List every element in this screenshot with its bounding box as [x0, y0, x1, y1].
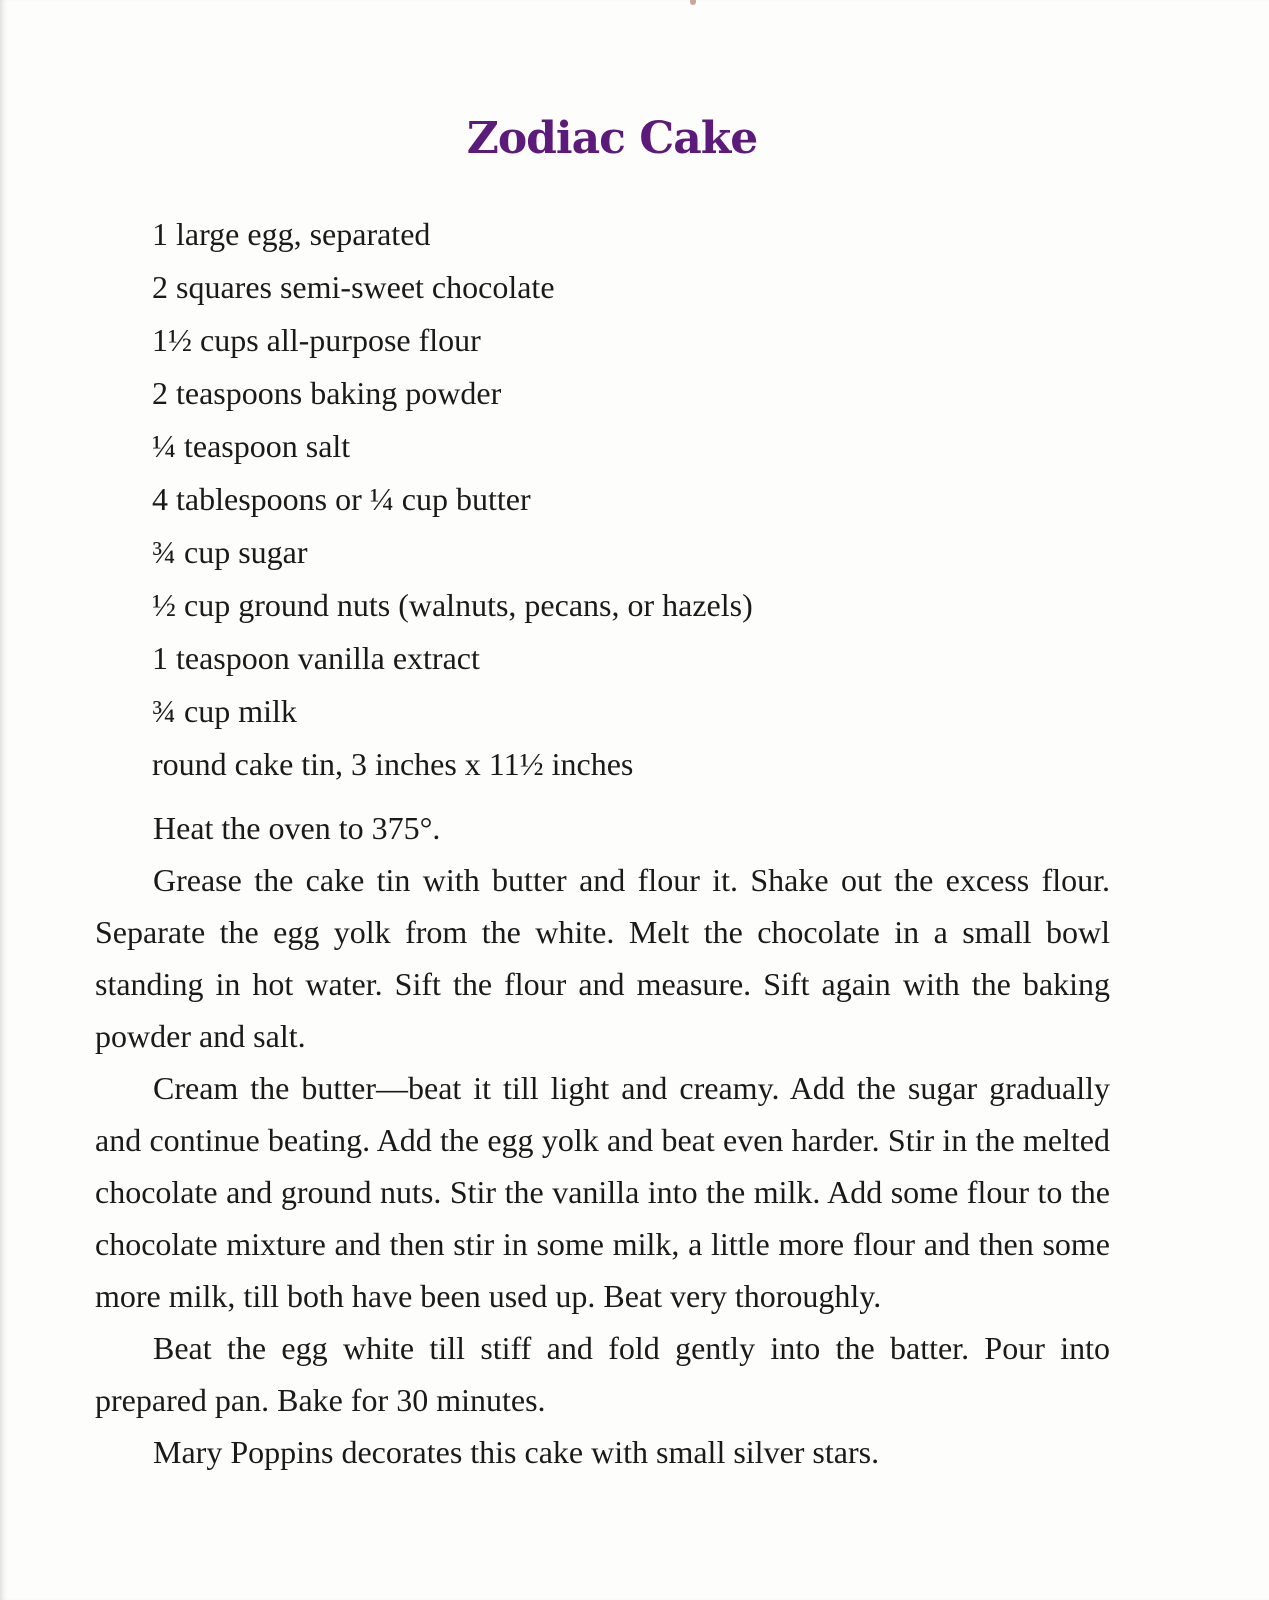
ingredient-item: ¼ teaspoon salt: [152, 428, 351, 464]
ingredient-item: 1 teaspoon vanilla extract: [152, 640, 480, 676]
ingredient-item: ½ cup ground nuts (walnuts, pecans, or hazels): [152, 587, 753, 623]
method-step: Grease the cake tin with butter and flour it. Shake out the excess flour. Separate the egg yolk from the white. Melt the chocolate in a small bowl standing in hot water. Sift the flour and measure. Sift again with the baking powder and salt.: [95, 862, 1110, 1054]
method-step: Beat the egg white till stiff and fold gently into the batter. Pour into prepared pan. Bake for 30 minutes.: [95, 1330, 1110, 1418]
ingredient-item: 1 large egg, separated: [152, 216, 431, 252]
ingredient-item: round cake tin, 3 inches x 11½ inches: [152, 746, 634, 782]
ingredient-list: [152, 208, 753, 791]
method-step: Mary Poppins decorates this cake with small silver stars.: [153, 1434, 880, 1470]
method-step: Heat the oven to 375°.: [153, 810, 441, 846]
ingredient-item: ¾ cup sugar: [152, 534, 308, 570]
ingredient-item: ¾ cup milk: [152, 693, 297, 729]
recipe-title: Zodiac Cake: [466, 113, 758, 164]
ingredient-item: 4 tablespoons or ¼ cup butter: [152, 481, 531, 517]
ingredient-item: 2 squares semi-sweet chocolate: [152, 269, 555, 305]
method-step: Cream the butter—beat it till light and creamy. Add the sugar gradually and continue beating. Add the egg yolk and beat even harder. Stir in the melted chocolate and ground nuts. Stir the vanilla into the milk. Add some flour to the chocolate mixture and then stir in some milk, a little more flour and then some more milk, till both have been used up. Beat very thoroughly.: [95, 1070, 1110, 1314]
page-edge-mark: [690, 0, 696, 5]
method-section: [95, 802, 1110, 1478]
ingredient-item: 1½ cups all-purpose flour: [152, 322, 481, 358]
ingredient-item: 2 teaspoons baking powder: [152, 375, 502, 411]
